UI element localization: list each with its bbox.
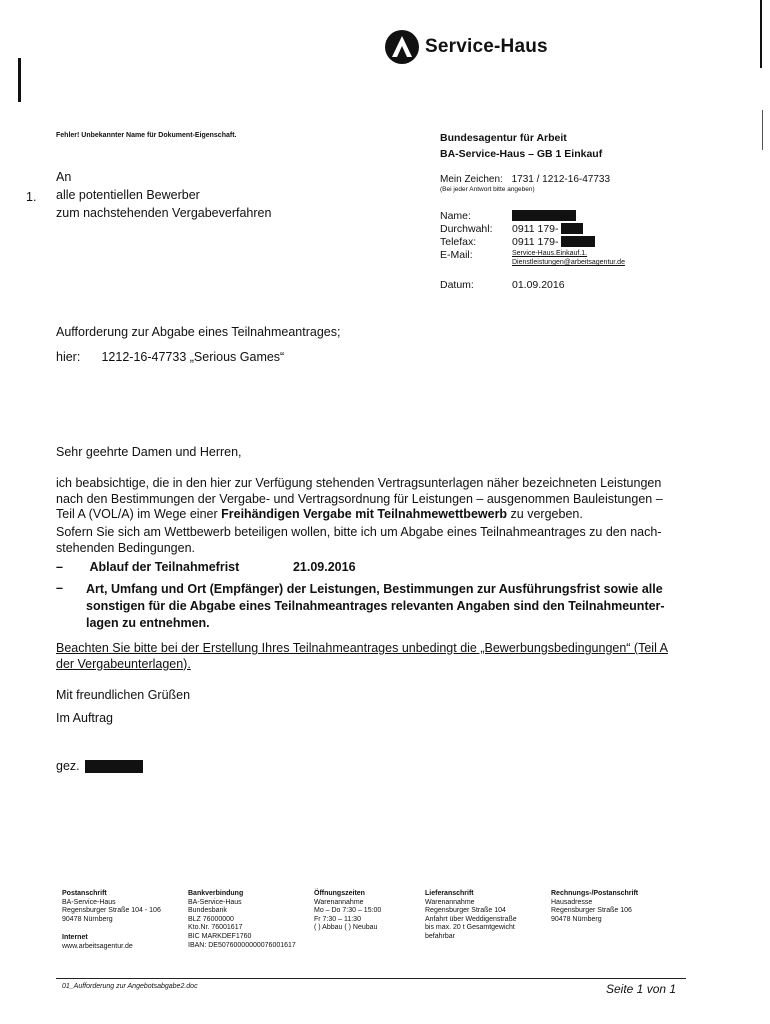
- paragraph-text: zu vergeben.: [507, 507, 583, 521]
- paragraph-line: [56, 507, 716, 523]
- email-label: E-Mail:: [440, 249, 473, 261]
- footer-line: BA-Service-Haus: [188, 898, 242, 906]
- org-name: Bundesagentur für Arbeit: [440, 132, 567, 144]
- bullet-line: Art, Umfang und Ort (Empfänger) der Leistungen, Bestimmungen zur Ausführungsfrist sowie alle: [86, 582, 663, 596]
- footer-col-bank: [188, 890, 310, 950]
- note-line: Beachten Sie bitte bei der Erstellung Ihres Teilnahmeantrages unbedingt die „Bewerbungsbedingungen“ (Teil A: [56, 641, 668, 655]
- bullet-dash: –: [56, 560, 63, 574]
- file-name: 01_Aufforderung zur Angebotsabgabe2.doc: [62, 983, 198, 990]
- footer-heading: Öffnungszeiten: [314, 890, 365, 897]
- paragraph-text: Teil A (VOL/A) im Wege einer: [56, 507, 222, 521]
- contact-block: [440, 210, 660, 292]
- addressee-line: zum nachstehenden Vergabeverfahren: [56, 206, 272, 220]
- brand-logo: [385, 30, 548, 64]
- paragraph-2: [56, 525, 716, 556]
- footer-col-delivery: [425, 890, 540, 942]
- footer-line: Anfahrt über Weddigenstraße: [425, 915, 517, 923]
- footer-line: Hausadresse: [551, 898, 593, 906]
- footer-line: Kto.Nr. 76001617: [188, 924, 243, 932]
- email-line-1[interactable]: Service-Haus.Einkauf.1.: [512, 250, 588, 257]
- redacted-signature: [85, 760, 143, 773]
- signature-line: [56, 759, 143, 775]
- footer-line: Regensburger Straße 106: [551, 907, 632, 915]
- paragraph-line: stehenden Bedingungen.: [56, 540, 196, 555]
- footer-line: Warenannahme: [425, 898, 475, 906]
- footer-line: Fr 7:30 – 11:30: [314, 915, 361, 923]
- note-paragraph: [56, 641, 736, 672]
- deadline-date: 21.09.2016: [292, 560, 356, 574]
- fax-label: Telefax:: [440, 236, 477, 248]
- addressee-line: An: [56, 170, 72, 184]
- procedure-type: Freihändigen Vergabe mit Teilnahmewettbewerb: [221, 507, 508, 521]
- bullet-line: sonstigen für die Abgabe eines Teilnahmeantrages relevanten Angaben sind den Teilnahmeunter-: [86, 599, 665, 613]
- salutation: Sehr geehrte Damen und Herren,: [56, 445, 242, 459]
- footer-line: Mo – Do 7:30 – 15:00: [314, 907, 382, 915]
- footer-heading: Lieferanschrift: [425, 890, 474, 897]
- addressee-number: 1.: [26, 190, 37, 204]
- name-label: Name:: [440, 210, 471, 222]
- note-line: der Vergabeunterlagen).: [56, 656, 191, 671]
- org-block: [440, 130, 602, 162]
- reference-label: Mein Zeichen:: [440, 174, 503, 185]
- footer-line: bis max. 20 t Gesamtgewicht: [425, 924, 515, 932]
- subject-hier: hier:: [56, 350, 81, 364]
- bullet-details: [56, 581, 716, 632]
- redacted-name: [512, 210, 576, 221]
- brand-name: Service-Haus: [425, 36, 548, 57]
- page-number: Seite 1 von 1: [606, 982, 677, 996]
- footer-line: Warenannahme: [314, 898, 364, 906]
- paragraph-line: Sofern Sie sich am Wettbewerb beteiligen wollen, bitte ich um Abgabe eines Teilnahmeantrages zu den nach-: [56, 525, 662, 539]
- paragraph-1: [56, 476, 716, 523]
- footer-line: ( ) Abbau ( ) Neubau: [314, 924, 378, 932]
- addressee-block: [56, 168, 271, 222]
- im-auftrag: Im Auftrag: [56, 711, 113, 725]
- footer-line: BLZ 76000000: [188, 915, 234, 923]
- reference-block: [440, 174, 610, 193]
- reference-value: 1731 / 1212-16-47733: [511, 174, 611, 185]
- margin-stroke-left: [18, 58, 21, 102]
- footer-heading: Rechnungs-/Postanschrift: [551, 890, 639, 897]
- footer-heading: Bankverbindung: [188, 890, 244, 897]
- paragraph-line: ich beabsichtige, die in den hier zur Verfügung stehenden Vertragsunterlagen näher bezeichneten Leistungen: [56, 476, 662, 490]
- footer-line: befahrbar: [425, 932, 455, 940]
- signed-label: gez.: [56, 759, 80, 773]
- footer-link[interactable]: www.arbeitsagentur.de: [62, 942, 133, 950]
- footer-line: Bundesbank: [188, 907, 227, 915]
- bullet-dash: –: [56, 581, 63, 595]
- margin-stroke-right: [760, 0, 762, 68]
- bullet-line: lagen zu entnehmen.: [86, 616, 210, 630]
- fax-value: 0911 179-: [512, 236, 559, 248]
- paragraph-line: nach den Bestimmungen der Vergabe- und Vertragsordnung für Leistungen – ausgenommen Bauleistungen –: [56, 491, 663, 506]
- redacted-phone: [561, 223, 583, 234]
- addressee-line: alle potentiellen Bewerber: [56, 188, 200, 202]
- footer-col-hours: [314, 890, 414, 933]
- error-line: Fehler! Unbekannter Name für Dokument-Eigenschaft.: [56, 132, 237, 139]
- closing: Mit freundlichen Grüßen: [56, 688, 191, 702]
- subject-line-1: Aufforderung zur Abgabe eines Teilnahmeantrages;: [56, 325, 341, 339]
- footer-line: Regensburger Straße 104: [425, 907, 506, 915]
- footer-heading: Internet: [62, 934, 88, 942]
- footer-line: 90478 Nürnberg: [62, 915, 113, 923]
- reference-note: (Bei jeder Antwort bitte angeben): [440, 186, 535, 193]
- ba-logo-icon: [385, 30, 419, 64]
- footer-col-postal: [62, 890, 182, 952]
- date-value: 01.09.2016: [512, 279, 565, 291]
- footer-divider: [56, 978, 686, 979]
- footer-line: IBAN: DE50760000000076001617: [188, 941, 296, 949]
- footer-line: BIC MARKDEF1760: [188, 932, 252, 940]
- date-label: Datum:: [440, 279, 474, 291]
- footer-heading: Postanschrift: [62, 890, 107, 897]
- deadline-label: Ablauf der Teilnahmefrist: [89, 560, 240, 574]
- footer-col-billing: [551, 890, 671, 924]
- footer-line: BA-Service-Haus: [62, 898, 116, 906]
- footer-line: Regensburger Straße 104 - 106: [62, 907, 161, 915]
- redacted-fax: [561, 236, 595, 247]
- bullet-deadline: [56, 560, 356, 576]
- margin-stroke-right-lower: [762, 110, 763, 150]
- subject-line-2: [56, 350, 284, 366]
- phone-value: 0911 179-: [512, 223, 559, 235]
- org-unit: BA-Service-Haus – GB 1 Einkauf: [440, 148, 603, 160]
- subject-title: 1212-16-47733 „Serious Games“: [101, 350, 285, 364]
- phone-label: Durchwahl:: [440, 223, 493, 235]
- email-line-2[interactable]: Dienstleistungen@arbeitsagentur.de: [512, 259, 625, 266]
- footer-line: 90478 Nürnberg: [551, 915, 602, 923]
